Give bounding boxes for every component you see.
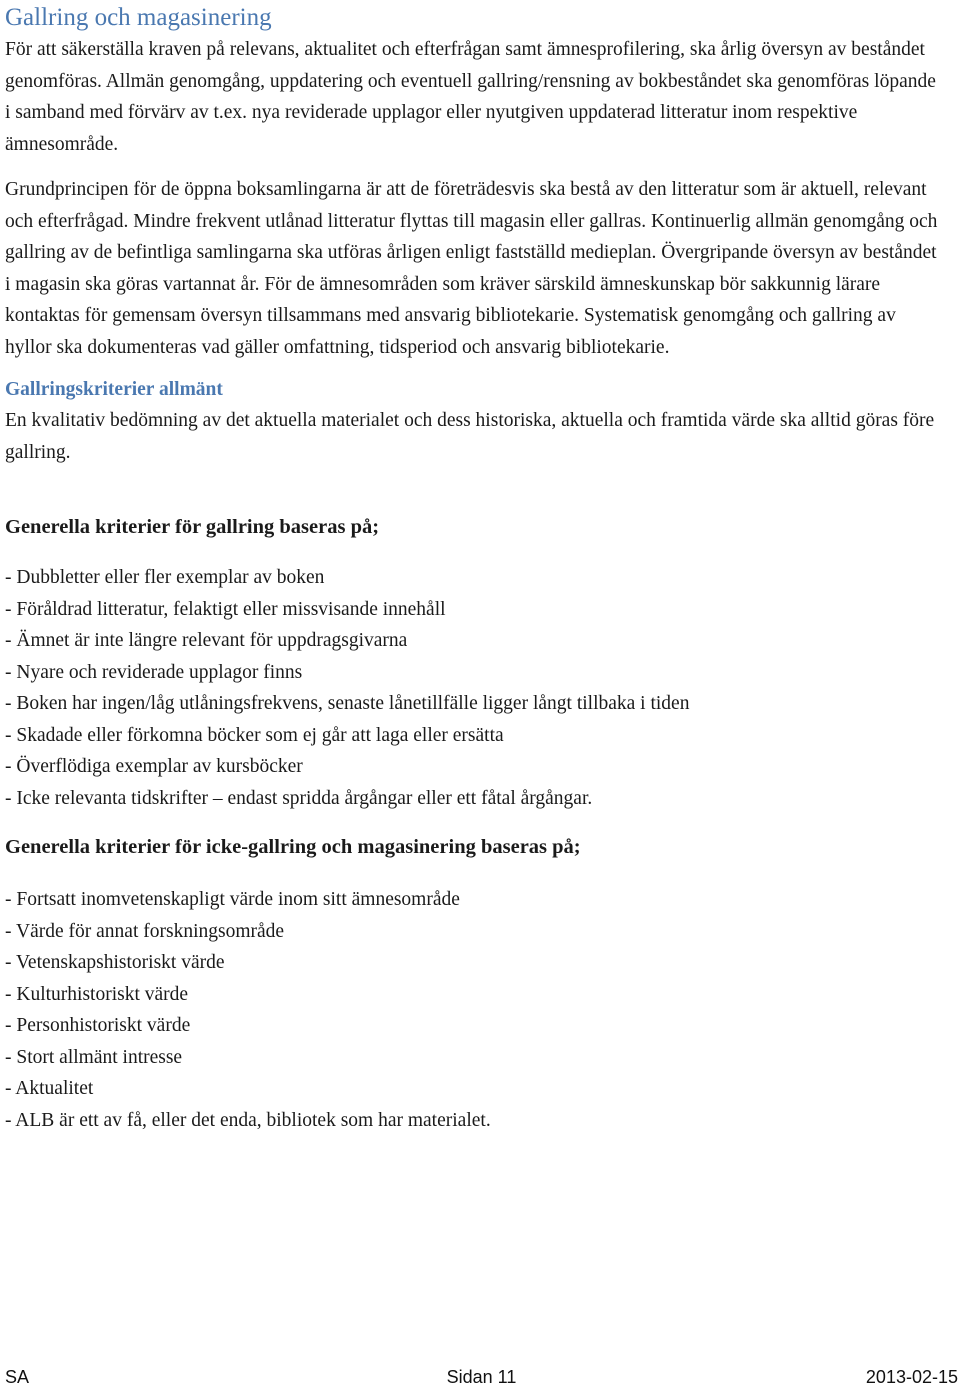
list-item: - ALB är ett av få, eller det enda, bibliotek som har materialet. bbox=[5, 1109, 491, 1131]
retention-criteria-heading: Generella kriterier för icke-gallring och magasinering baseras på; bbox=[5, 836, 581, 858]
list-item: - Kulturhistoriskt värde bbox=[5, 983, 189, 1005]
footer-author: SA bbox=[5, 1367, 30, 1387]
weeding-criteria-list bbox=[5, 562, 945, 814]
general-paragraph: En kvalitativ bedömning av det aktuella materialet och dess historiska, aktuella och framtida värde ska alltid göras före gallring. bbox=[5, 410, 935, 463]
list-item: - Föråldrad litteratur, felaktigt eller missvisande innehåll bbox=[5, 598, 446, 620]
list-item: - Icke relevanta tidskrifter – endast spridda årgångar eller ett fåtal årgångar. bbox=[5, 787, 593, 809]
page-footer bbox=[5, 1364, 958, 1390]
document-page bbox=[5, 0, 945, 1136]
list-item: - Aktualitet bbox=[5, 1078, 94, 1099]
section-subheading: Gallringskriterier allmänt bbox=[5, 379, 223, 400]
list-item: - Skadade eller förkomna böcker som ej går att laga eller ersätta bbox=[5, 724, 504, 746]
list-item: - Boken har ingen/låg utlåningsfrekvens, senaste lånetillfälle ligger långt tillbaka i tiden bbox=[5, 693, 690, 714]
footer-page-number: Sidan 11 bbox=[446, 1367, 517, 1387]
weeding-criteria-heading: Generella kriterier för gallring baseras på; bbox=[5, 516, 380, 538]
list-item: - Stort allmänt intresse bbox=[5, 1046, 183, 1068]
list-item: - Vetenskapshistoriskt värde bbox=[5, 952, 225, 973]
list-item: - Överflödiga exemplar av kursböcker bbox=[5, 756, 303, 777]
list-item: - Fortsatt inomvetenskapligt värde inom sitt ämnesområde bbox=[5, 889, 460, 910]
intro-paragraph: För att säkerställa kraven på relevans, aktualitet och efterfrågan samt ämnesprofilering, ska årlig översyn av beståndet genomföras. Allmän genomgång, uppdatering och eventuell gallring/rensning av bokbeståndet ska genomföras löpande i samband med förvärv av t.ex. nya reviderade upplagor eller nyutgiven uppdaterad litteratur inom respektive ämnesområde. bbox=[5, 39, 936, 155]
footer-date: 2013-02-15 bbox=[865, 1367, 958, 1387]
principle-paragraph: Grundprincipen för de öppna boksamlingarna är att de företrädesvis ska bestå av den litteratur som är aktuell, relevant och efterfrågad. Mindre frekvent utlånad litteratur flyttas till magasin eller gallras. Kontinuerlig allmän genomgång och gallring av de befintliga samlingarna ska utföras årligen enligt fastställd medieplan. Övergripande översyn av beståndet i magasin ska göras vartannat år. För de ämnesområden som kräver särskild ämneskunskap bör sakkunnig lärare kontaktas för gemensam översyn tillsammans med ansvarig bibliotekarie. Systematisk genomgång och gallring av hyllor ska dokumenteras vad gäller omfattning, tidsperiod och ansvarig bibliotekarie. bbox=[5, 179, 938, 358]
list-item: - Värde för annat forskningsområde bbox=[5, 920, 285, 942]
retention-criteria-list bbox=[5, 884, 945, 1136]
list-item: - Nyare och reviderade upplagor finns bbox=[5, 661, 303, 683]
list-item: - Dubbletter eller fler exemplar av boken bbox=[5, 567, 325, 588]
list-item: - Personhistoriskt värde bbox=[5, 1015, 191, 1036]
document-title: Gallring och magasinering bbox=[5, 4, 272, 31]
list-item: - Ämnet är inte längre relevant för uppdragsgivarna bbox=[5, 630, 408, 651]
